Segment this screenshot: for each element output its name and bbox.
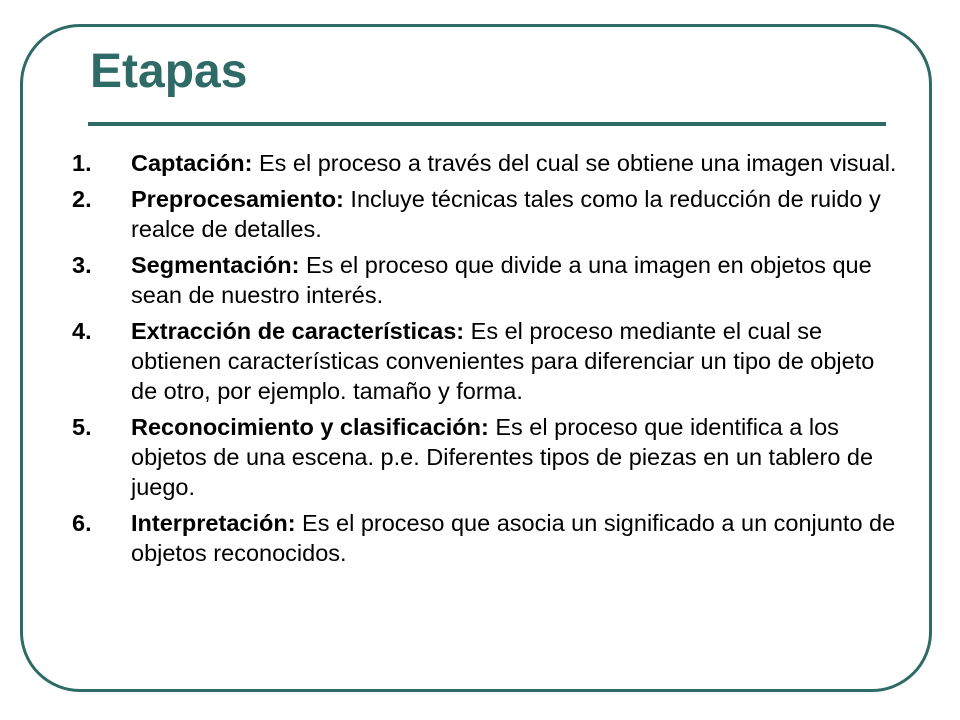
item-number: 1. (72, 150, 92, 176)
list-item (72, 148, 904, 178)
item-description: Es el proceso a través del cual se obtiene una imagen visual. (252, 150, 897, 176)
list-item (72, 412, 904, 502)
item-description: Es el proceso que asocia un significado a un conjunto de objetos reconocidos. (131, 510, 896, 566)
list-item (72, 508, 904, 568)
item-term: Preprocesamiento: (131, 186, 344, 212)
item-number: 6. (72, 510, 92, 536)
title-underline (88, 122, 886, 126)
item-term: Interpretación: (131, 510, 296, 536)
list-item (72, 184, 904, 244)
item-term: Extracción de características: (131, 318, 465, 344)
item-description: Incluye técnicas tales como la reducción de ruido y realce de detalles. (131, 186, 881, 242)
item-number: 3. (72, 252, 92, 278)
item-number: 4. (72, 318, 92, 344)
item-number: 5. (72, 414, 92, 440)
item-term: Reconocimiento y clasificación: (131, 414, 489, 440)
list-item (72, 250, 904, 310)
list-item (72, 316, 904, 406)
stages-list (72, 148, 904, 574)
item-description: Es el proceso que divide a una imagen en objetos que sean de nuestro interés. (131, 252, 872, 308)
slide-title: Etapas (90, 45, 248, 98)
item-term: Captación: (131, 150, 253, 176)
item-number: 2. (72, 186, 92, 212)
item-description: Es el proceso que identifica a los objetos de una escena. p.e. Diferentes tipos de piezas en un tablero de juego. (131, 414, 874, 500)
item-description: Es el proceso mediante el cual se obtienen características convenientes para diferenciar un tipo de objeto de otro, por ejemplo. tamaño y forma. (131, 318, 875, 404)
item-term: Segmentación: (131, 252, 300, 278)
